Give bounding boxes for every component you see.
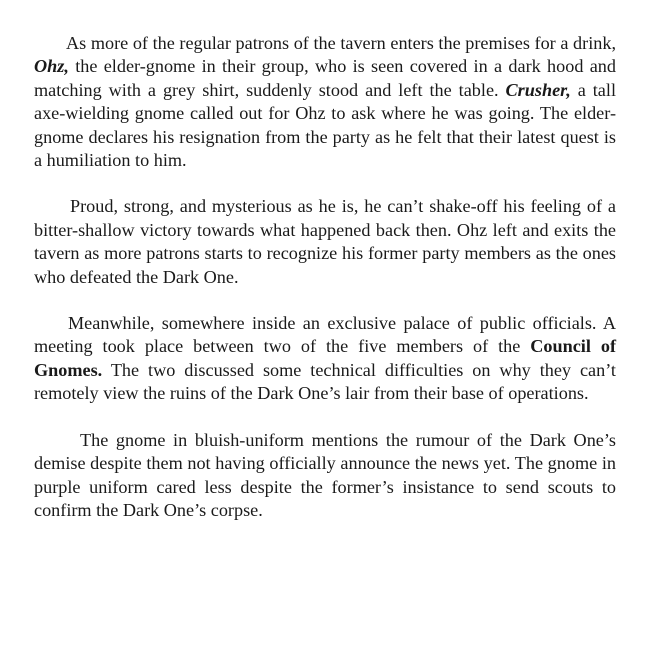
- text-run: The two discussed some technical difficulties on why they can’t remotely view the ruins of the Dark One’s lair from their base of operations.: [34, 359, 616, 404]
- text-run: the elder-gnome in their group, who is seen covered in a dark hood and matching with a grey shirt, suddenly stood and left the table.: [34, 56, 616, 100]
- character-name-crusher: Crusher,: [505, 79, 571, 100]
- paragraph-dark-one-rumour: [34, 429, 616, 523]
- paragraph-council-meeting: [34, 312, 616, 406]
- text-run: Meanwhile, somewhere inside an exclusive palace of public officials. A meeting took place between two of the five members of the: [34, 313, 616, 357]
- text-run: a tall axe-wielding gnome called out for Ohz to ask where he was going. The elder-gnome declares his resignation from the party as he felt that their latest quest is a humiliation to him.: [34, 79, 616, 171]
- text-run: As more of the regular patrons of the tavern enters the premises for a drink,: [66, 33, 616, 53]
- paragraph-bitter-victory: [34, 195, 616, 289]
- text-run: The gnome in bluish-uniform mentions the rumour of the Dark One’s demise despite them not having officially announce the news yet. The gnome in purple uniform cared less despite the former’s insistance to send scouts to confirm the Dark One’s corpse.: [34, 429, 616, 520]
- paragraph-ohz-leaves: [34, 32, 616, 172]
- character-name-ohz: Ohz,: [34, 56, 69, 77]
- text-run: Proud, strong, and mysterious as he is, he can’t shake-off his feeling of a bitter-shallow victory towards what happened back then. Ohz left and exits the tavern as more patrons starts to recognize his former party members as the ones who defeated the Dark One.: [34, 196, 616, 287]
- organization-name-council: Council of Gnomes.: [34, 336, 616, 380]
- story-page: [34, 32, 616, 522]
